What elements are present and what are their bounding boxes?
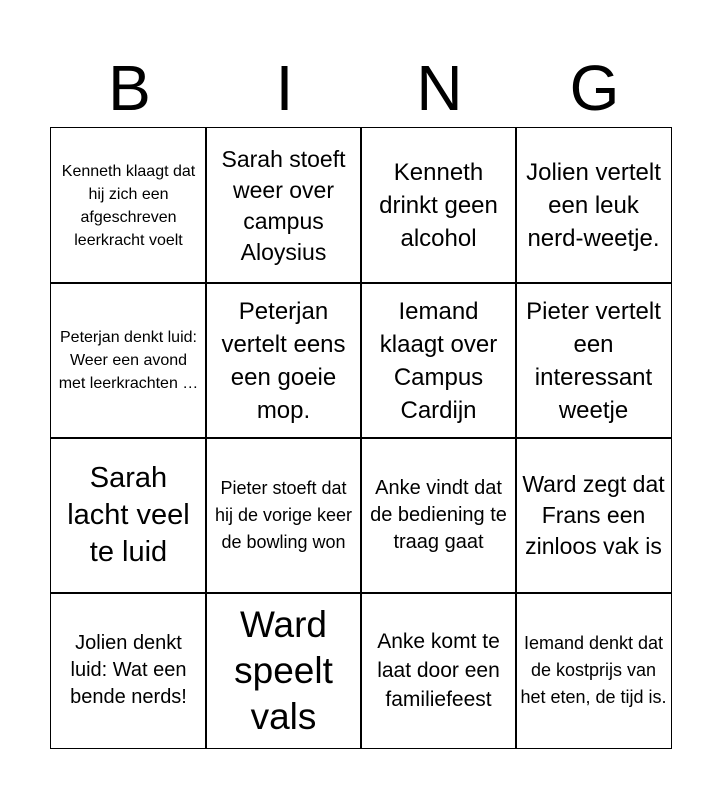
header-letter-i: I [275, 52, 294, 124]
bingo-cell[interactable] [205, 592, 362, 749]
cell-text: Iemand klaagt over Campus Cardijn [379, 297, 498, 424]
cell-text: Pieter stoeft dat hij de vorige keer de bowling won [214, 478, 353, 552]
bingo-card [51, 128, 671, 748]
bingo-cell[interactable] [50, 127, 207, 284]
cell-text: Peterjan denkt luid: Weer een avond met leerkrachten … [58, 329, 199, 392]
bingo-cell[interactable] [360, 127, 517, 284]
bingo-cell[interactable] [360, 282, 517, 439]
bingo-cell[interactable] [360, 592, 517, 749]
cell-text: Anke komt te laat door een familiefeest [377, 630, 500, 711]
header-letter-n: N [416, 52, 463, 124]
bingo-cell[interactable] [50, 592, 207, 749]
bingo-cell[interactable] [50, 282, 207, 439]
cell-text: Ward speelt vals [234, 603, 333, 737]
cell-text: Kenneth drinkt geen alcohol [379, 159, 498, 252]
cell-text: Sarah lacht veel te luid [67, 462, 190, 568]
bingo-cell[interactable] [515, 437, 672, 594]
bingo-cell[interactable] [360, 437, 517, 594]
bingo-cell[interactable] [205, 282, 362, 439]
cell-text: Anke vindt dat de bediening te traag gaat [370, 477, 507, 553]
cell-text: Pieter vertelt een interessant weetje [526, 297, 661, 424]
bingo-header [52, 52, 672, 124]
bingo-cell[interactable] [50, 437, 207, 594]
cell-text: Peterjan vertelt eens een goeie mop. [221, 297, 346, 424]
cell-text: Ward zegt dat Frans een zinloos vak is [522, 471, 665, 559]
bingo-cell[interactable] [515, 592, 672, 749]
bingo-cell[interactable] [205, 437, 362, 594]
cell-text: Jolien denkt luid: Wat een bende nerds! [70, 632, 187, 708]
cell-text: Jolien vertelt een leuk nerd-weetje. [526, 159, 661, 252]
bingo-cell[interactable] [515, 127, 672, 284]
bingo-cell[interactable] [205, 127, 362, 284]
header-letter-g: G [569, 52, 620, 124]
cell-text: Sarah stoeft weer over campus Aloysius [221, 145, 346, 265]
bingo-cell[interactable] [515, 282, 672, 439]
cell-text: Kenneth klaagt dat hij zich een afgeschreven leerkracht voelt [61, 162, 196, 249]
cell-text: Iemand denkt dat de kostprijs van het eten, de tijd is. [520, 633, 667, 707]
header-letter-b: B [108, 52, 151, 124]
